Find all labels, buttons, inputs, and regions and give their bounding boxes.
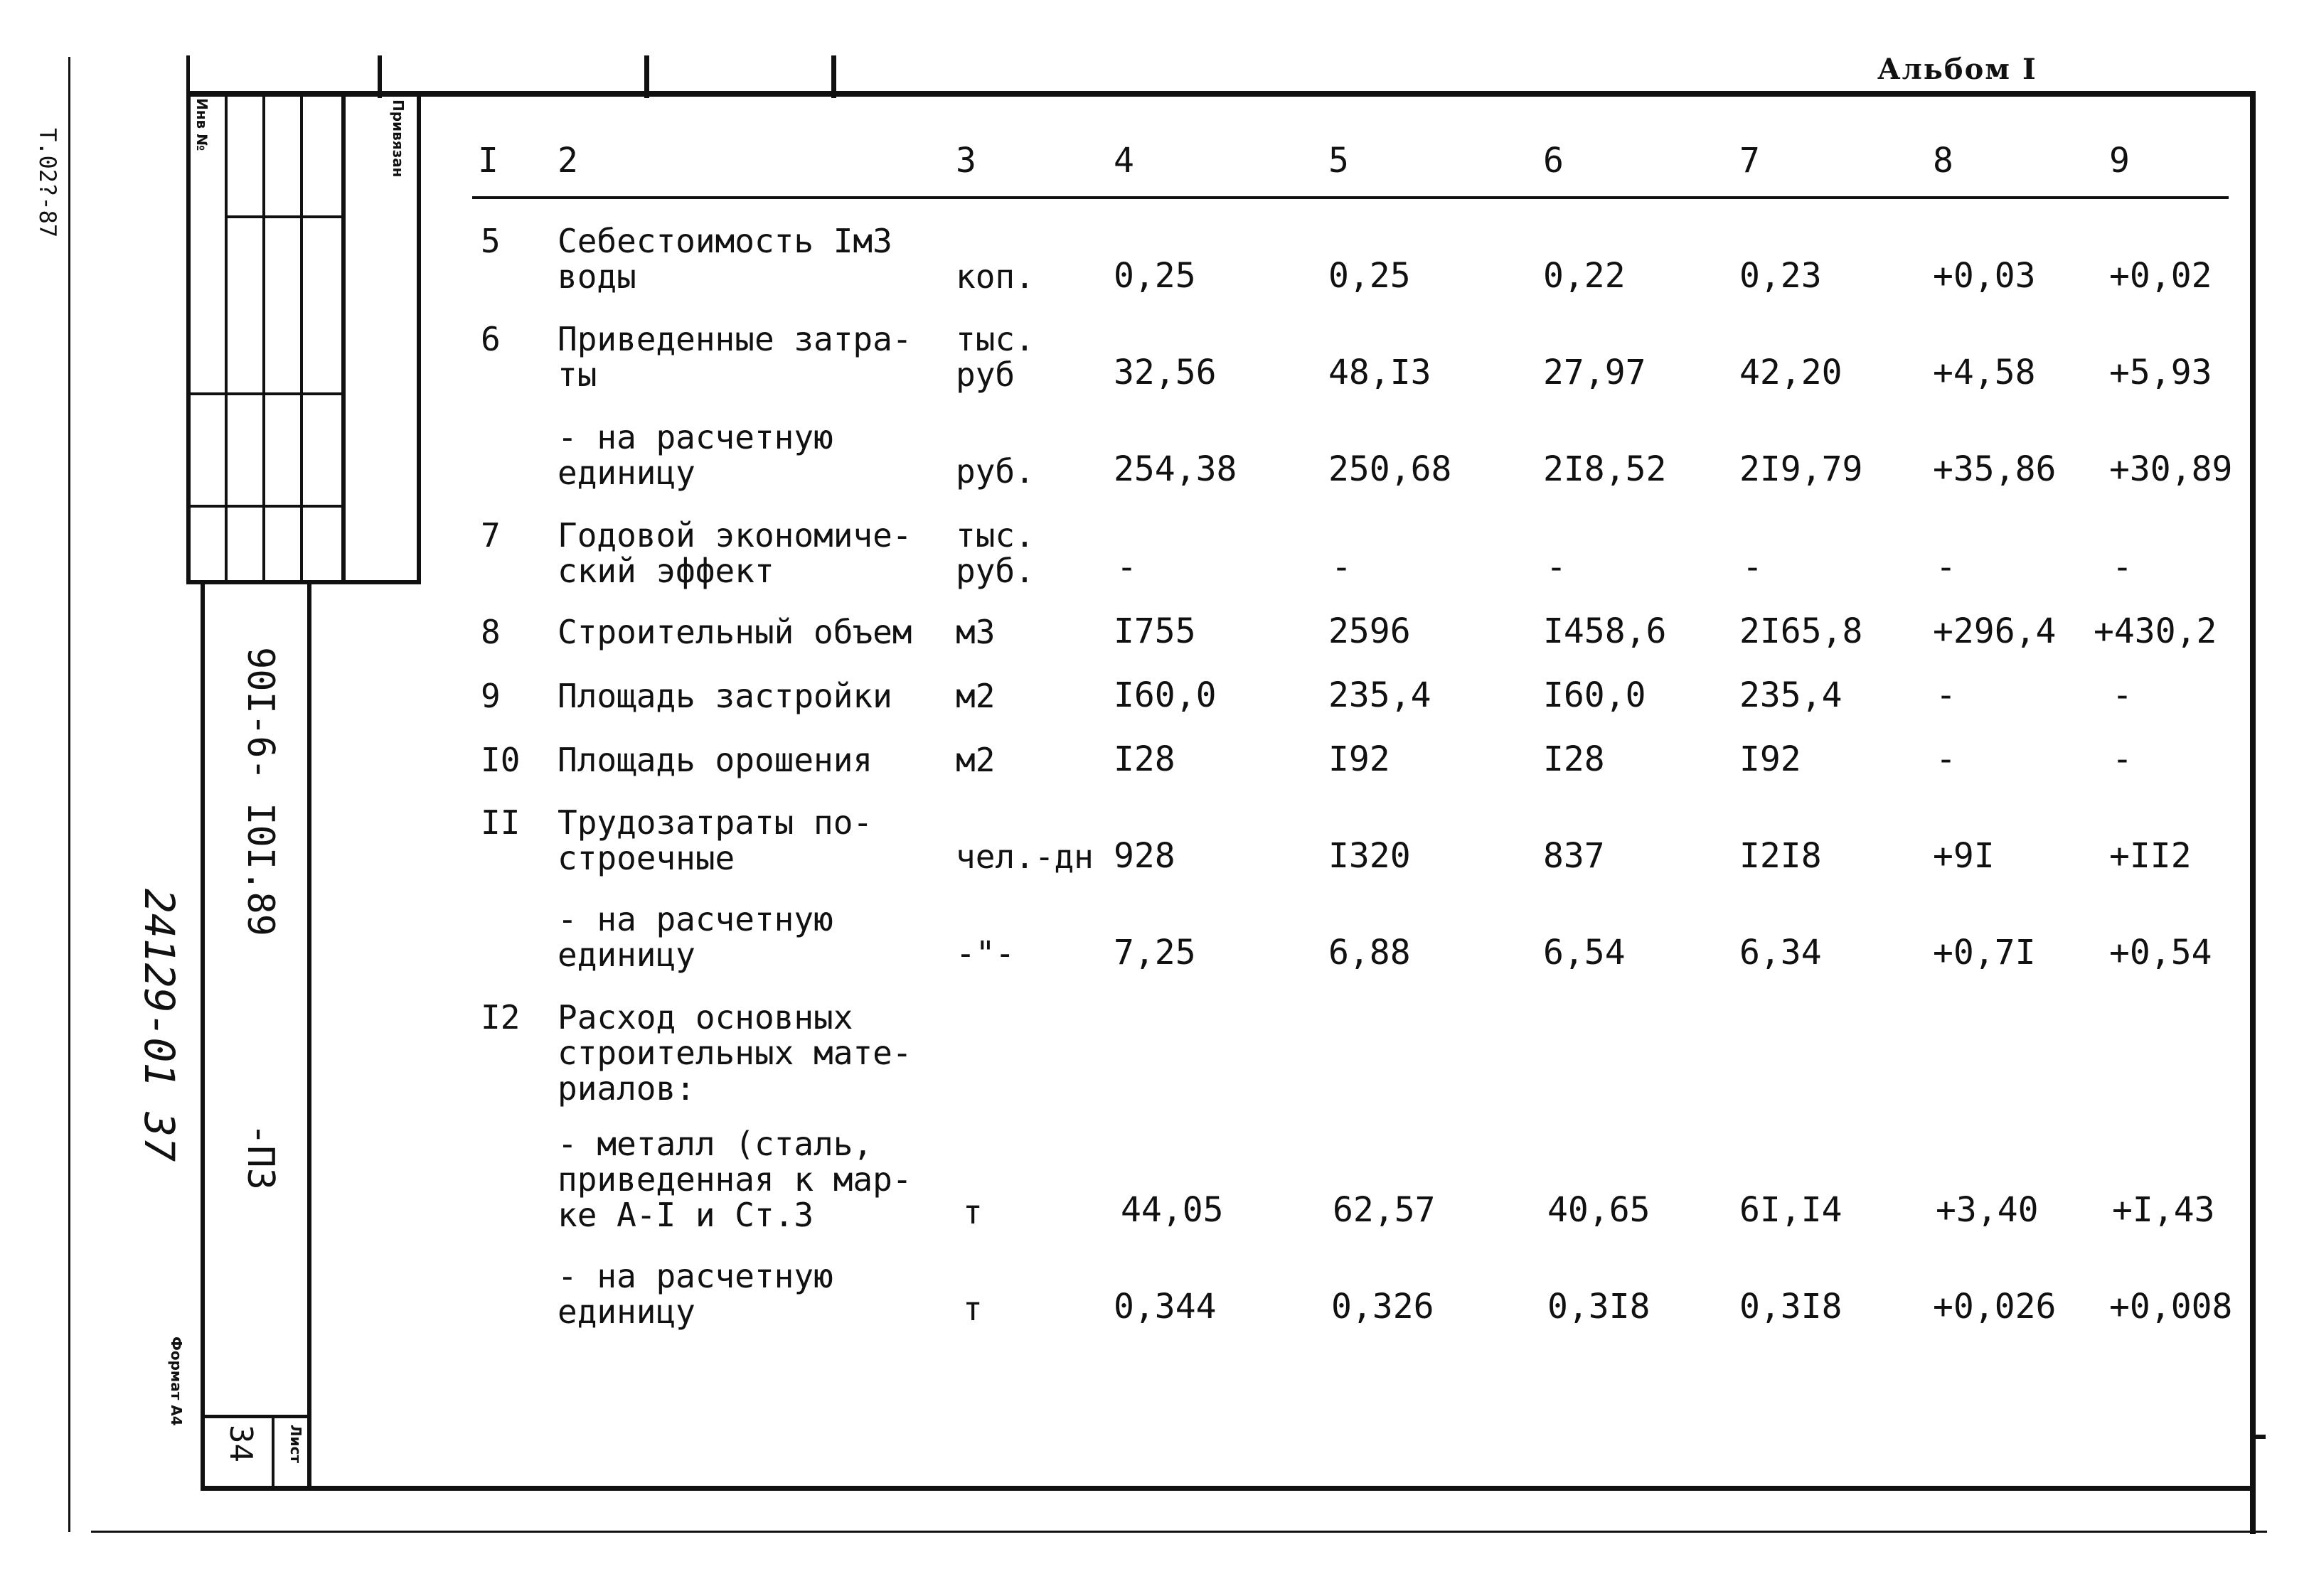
- value-col8: -: [1936, 547, 1956, 587]
- value-col4: 44,05: [1121, 1190, 1224, 1230]
- unit: м2: [956, 677, 996, 715]
- col-header-3: 3: [956, 141, 976, 181]
- indicator-name: Расход основных строительных мате- риалов:: [558, 998, 912, 1108]
- stamp-col: [225, 91, 228, 583]
- col-header-1: I: [478, 141, 498, 181]
- value-col5: 0,326: [1331, 1287, 1434, 1327]
- stamp-bottom: [186, 580, 421, 584]
- col-header-7: 7: [1739, 141, 1760, 181]
- doc-code-top-left: Т.02?-87: [34, 128, 61, 238]
- value-col6: 837: [1543, 836, 1605, 876]
- format-label: Формат А4: [168, 1337, 185, 1426]
- value-col5: I92: [1328, 739, 1390, 779]
- value-col4: I28: [1114, 739, 1175, 779]
- section-code: -ПЗ: [239, 1123, 282, 1190]
- unit: коп.: [956, 257, 1035, 296]
- value-col4: I60,0: [1114, 675, 1217, 715]
- indicator-name: Трудозатраты по- строечные: [558, 803, 873, 877]
- indicator-name: Строительный объем: [558, 613, 912, 651]
- value-col5: 235,4: [1328, 675, 1431, 715]
- value-col9: +430,2: [2094, 611, 2217, 651]
- stamp-col: [341, 91, 346, 583]
- value-col9: +5,93: [2109, 353, 2212, 392]
- code-box-right: [307, 580, 311, 1490]
- value-col4: 0,25: [1114, 256, 1196, 296]
- stamp-row: [225, 215, 346, 218]
- value-col6: 27,97: [1543, 353, 1646, 392]
- indicator-name: Себестоимость Iм3 воды: [558, 222, 892, 296]
- value-col4: 32,56: [1114, 353, 1217, 392]
- sheet-number: 34: [223, 1425, 259, 1462]
- outer-bottom-line: [91, 1531, 2267, 1533]
- stamp-row: [186, 392, 346, 395]
- sheet-label: Лист: [287, 1425, 304, 1464]
- value-col6: I60,0: [1543, 675, 1646, 715]
- value-col8: +0,7I: [1933, 933, 2036, 973]
- indicator-name: Площадь застройки: [558, 677, 892, 715]
- unit: м3: [956, 613, 996, 651]
- value-col4: 0,344: [1114, 1287, 1217, 1327]
- privyazan-label: Привязан: [390, 100, 407, 178]
- col-header-5: 5: [1328, 141, 1349, 181]
- top-tick: [644, 55, 649, 98]
- row-number: 6: [481, 320, 501, 358]
- value-col7: 2I65,8: [1739, 611, 1863, 651]
- bottom-border: [201, 1486, 2256, 1491]
- value-col8: +3,40: [1936, 1190, 2039, 1230]
- col-header-2: 2: [558, 141, 578, 181]
- row-number: II: [481, 803, 521, 842]
- value-col8: +0,026: [1933, 1287, 2057, 1327]
- unit: тыс. руб.: [956, 516, 1035, 590]
- value-col4: 928: [1114, 836, 1175, 876]
- table-header-rule: [472, 196, 2229, 199]
- unit: -"-: [956, 934, 1015, 973]
- row-number: 9: [481, 677, 501, 715]
- stamp-col: [262, 91, 265, 583]
- value-col5: 2596: [1328, 611, 1411, 651]
- indicator-name: - на расчетную единицу: [558, 900, 833, 974]
- col-header-4: 4: [1114, 141, 1134, 181]
- unit: м2: [956, 741, 996, 779]
- value-col6: 0,22: [1543, 256, 1626, 296]
- value-col7: 0,23: [1739, 256, 1822, 296]
- row-number: I2: [481, 998, 521, 1037]
- value-col9: +30,89: [2109, 449, 2233, 489]
- value-col7: 42,20: [1739, 353, 1843, 392]
- indicator-name: - на расчетную единицу: [558, 1257, 833, 1331]
- outer-left-line: [68, 57, 70, 1532]
- unit: т: [963, 1193, 983, 1231]
- top-tick: [831, 55, 836, 98]
- right-edge-tick: [2250, 1435, 2266, 1439]
- value-col5: 250,68: [1328, 449, 1452, 489]
- unit: руб.: [956, 452, 1035, 491]
- indicator-name: - металл (сталь, приведенная к мар- ке А-I и Ст.3: [558, 1125, 912, 1234]
- value-col8: -: [1936, 739, 1956, 779]
- unit: чел.-дн: [956, 837, 1094, 876]
- value-col7: 0,3I8: [1739, 1287, 1843, 1327]
- doc-number-vertical: 24129-01 37: [135, 889, 183, 1162]
- value-col6: I28: [1543, 739, 1605, 779]
- col-header-8: 8: [1933, 141, 1953, 181]
- project-code: 90I-6- I0I.89: [239, 647, 282, 936]
- value-col4: -: [1116, 547, 1137, 587]
- value-col9: +0,008: [2109, 1287, 2233, 1327]
- value-col5: -: [1331, 547, 1352, 587]
- value-col8: +0,03: [1933, 256, 2036, 296]
- value-col6: I458,6: [1543, 611, 1667, 651]
- value-col9: +II2: [2109, 836, 2192, 876]
- value-col4: 254,38: [1114, 449, 1237, 489]
- value-col6: 40,65: [1547, 1190, 1651, 1230]
- sheet-box-divider: [272, 1415, 274, 1489]
- value-col8: +9I: [1933, 836, 1995, 876]
- indicator-name: Приведенные затра- ты: [558, 320, 912, 394]
- unit: т: [963, 1290, 983, 1328]
- unit: тыс. руб: [956, 320, 1035, 394]
- album-label: Альбом I: [1877, 53, 2037, 86]
- value-col5: 0,25: [1328, 256, 1411, 296]
- value-col6: -: [1546, 547, 1567, 587]
- stamp-row: [186, 505, 346, 508]
- stamp-right: [417, 91, 421, 583]
- value-col8: +4,58: [1933, 353, 2036, 392]
- code-box-left: [201, 580, 205, 1490]
- sheet-box-top: [201, 1415, 311, 1418]
- value-col9: +0,02: [2109, 256, 2212, 296]
- value-col7: 6I,I4: [1739, 1190, 1843, 1230]
- value-col4: I755: [1114, 611, 1196, 651]
- value-col7: 235,4: [1739, 675, 1843, 715]
- row-number: 7: [481, 516, 501, 555]
- value-col5: I320: [1328, 836, 1411, 876]
- value-col6: 6,54: [1543, 933, 1626, 973]
- row-number: I0: [481, 741, 521, 779]
- indicator-name: Площадь орошения: [558, 741, 873, 779]
- value-col6: 0,3I8: [1547, 1287, 1651, 1327]
- value-col9: +0,54: [2109, 933, 2212, 973]
- value-col5: 48,I3: [1328, 353, 1431, 392]
- value-col9: -: [2112, 675, 2133, 715]
- value-col7: I2I8: [1739, 836, 1822, 876]
- value-col9: +I,43: [2112, 1190, 2215, 1230]
- value-col5: 62,57: [1333, 1190, 1436, 1230]
- value-col7: 6,34: [1739, 933, 1822, 973]
- right-border: [2250, 91, 2256, 1534]
- value-col5: 6,88: [1328, 933, 1411, 973]
- value-col7: -: [1742, 547, 1763, 587]
- row-number: 5: [481, 222, 501, 260]
- value-col7: 2I9,79: [1739, 449, 1863, 489]
- top-border: [186, 91, 2256, 97]
- col-header-6: 6: [1543, 141, 1564, 181]
- value-col9: -: [2112, 739, 2133, 779]
- stamp-col: [300, 91, 303, 583]
- value-col4: 7,25: [1114, 933, 1196, 973]
- inv-label: Инв №: [193, 98, 210, 151]
- value-col8: -: [1936, 675, 1956, 715]
- value-col7: I92: [1739, 739, 1801, 779]
- stamp-top: [186, 91, 421, 95]
- value-col9: -: [2112, 547, 2133, 587]
- value-col8: +296,4: [1933, 611, 2057, 651]
- value-col6: 2I8,52: [1543, 449, 1667, 489]
- indicator-name: Годовой экономиче- ский эффект: [558, 516, 912, 590]
- col-header-9: 9: [2109, 141, 2130, 181]
- stamp-left: [186, 91, 191, 583]
- row-number: 8: [481, 613, 501, 651]
- indicator-name: - на расчетную единицу: [558, 418, 833, 492]
- value-col8: +35,86: [1933, 449, 2057, 489]
